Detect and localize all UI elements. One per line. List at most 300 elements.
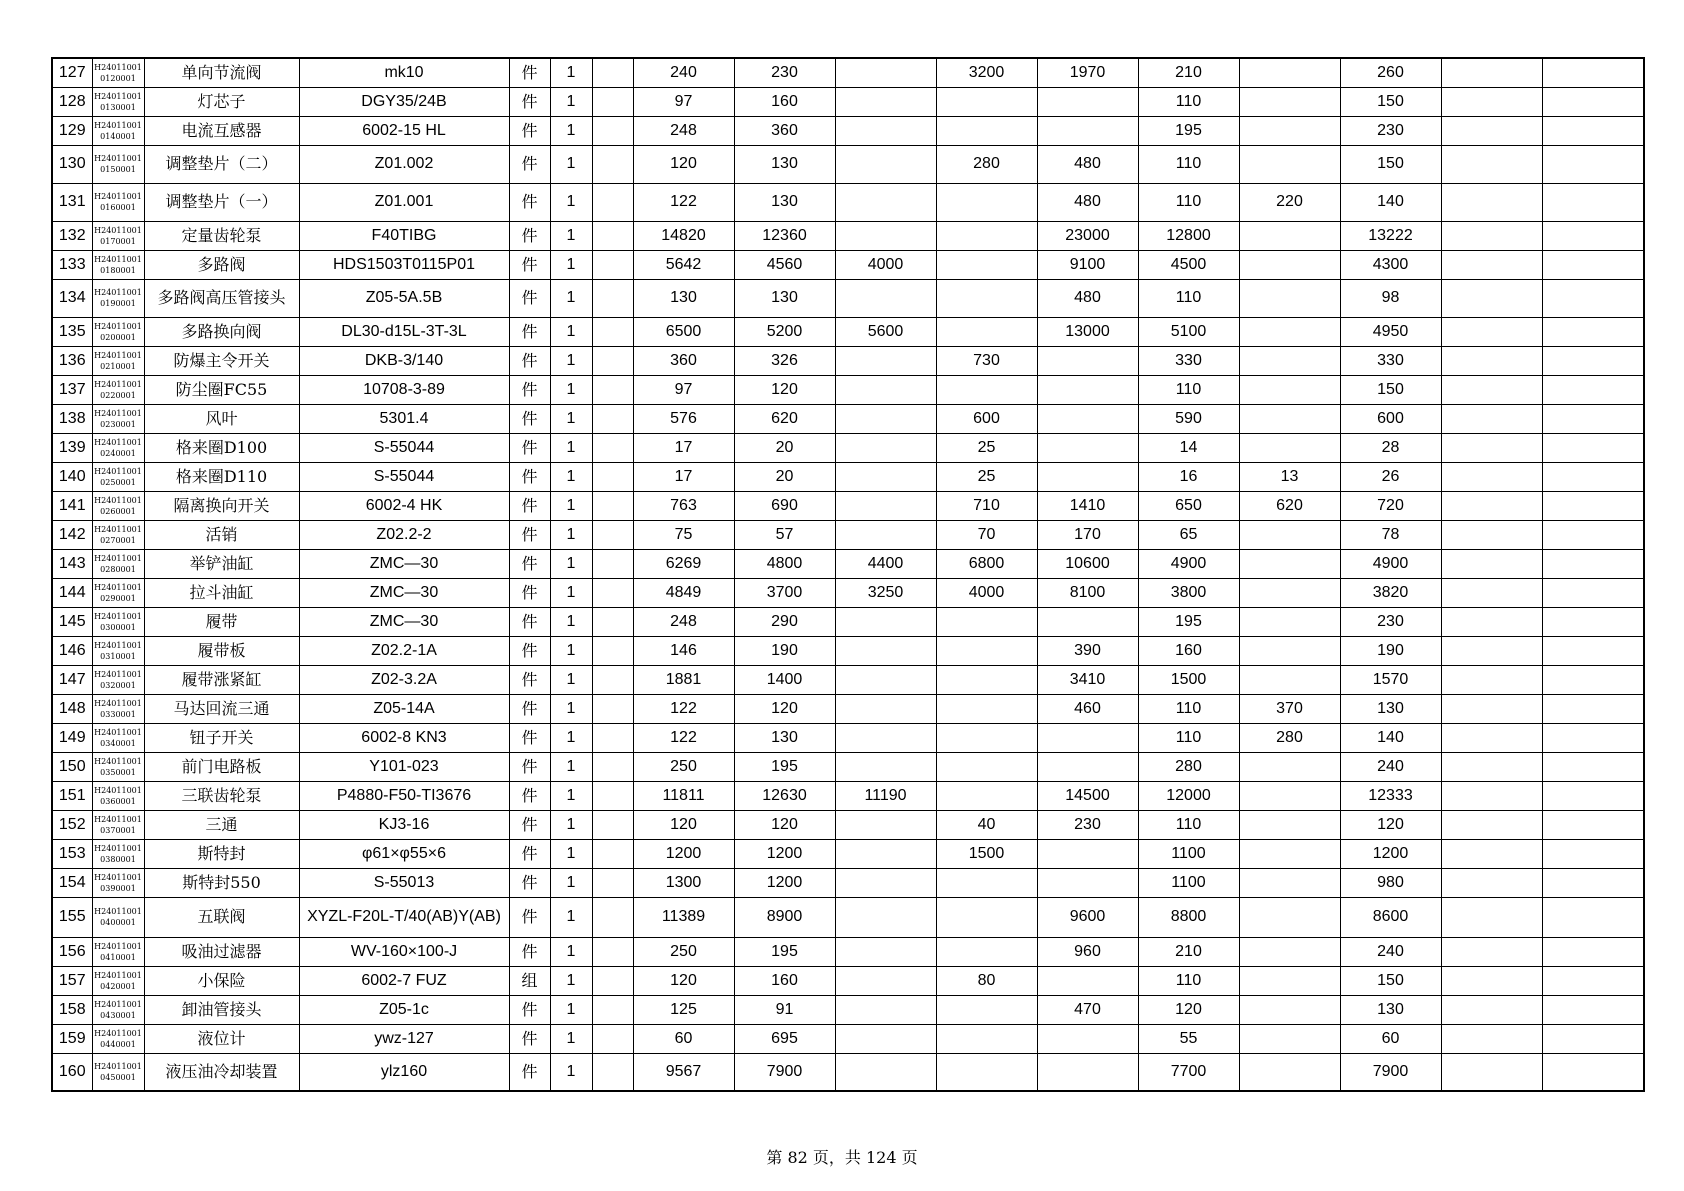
table-row bbox=[52, 145, 1644, 183]
item-name: 拉斗油缸 bbox=[144, 578, 299, 607]
item-model: ZMC—30 bbox=[299, 607, 509, 636]
price-col-8: 150 bbox=[1340, 966, 1441, 995]
price-col-2: 130 bbox=[734, 183, 835, 221]
table-row bbox=[52, 279, 1644, 317]
price-col-6: 3800 bbox=[1138, 578, 1239, 607]
row-number: 157 bbox=[52, 966, 92, 995]
price-col-10 bbox=[1542, 279, 1644, 317]
price-col-7: 220 bbox=[1239, 183, 1340, 221]
price-col-1: 5642 bbox=[633, 250, 734, 279]
col-blank bbox=[592, 995, 633, 1024]
item-code bbox=[92, 221, 144, 250]
price-col-10 bbox=[1542, 839, 1644, 868]
price-col-8: 130 bbox=[1340, 995, 1441, 1024]
item-code-line: 0150001 bbox=[100, 165, 136, 174]
item-code-line: 0120001 bbox=[100, 73, 136, 83]
table-row bbox=[52, 221, 1644, 250]
price-col-8: 120 bbox=[1340, 810, 1441, 839]
item-name: 格来圈D110 bbox=[144, 462, 299, 491]
item-qty: 1 bbox=[550, 221, 592, 250]
item-unit: 件 bbox=[509, 868, 550, 897]
price-col-10 bbox=[1542, 995, 1644, 1024]
item-model: S-55044 bbox=[299, 433, 509, 462]
col-blank bbox=[592, 491, 633, 520]
price-col-2: 290 bbox=[734, 607, 835, 636]
price-col-3 bbox=[835, 404, 936, 433]
price-col-4: 70 bbox=[936, 520, 1037, 549]
price-col-6: 65 bbox=[1138, 520, 1239, 549]
item-name: 调整垫片（二） bbox=[144, 145, 299, 183]
item-unit: 件 bbox=[509, 433, 550, 462]
price-col-2: 130 bbox=[734, 723, 835, 752]
col-blank bbox=[592, 433, 633, 462]
price-col-3 bbox=[835, 221, 936, 250]
price-col-3 bbox=[835, 665, 936, 694]
price-col-1: 250 bbox=[633, 752, 734, 781]
item-name: 多路阀 bbox=[144, 250, 299, 279]
item-qty: 1 bbox=[550, 966, 592, 995]
price-col-9 bbox=[1441, 723, 1542, 752]
price-col-9 bbox=[1441, 549, 1542, 578]
col-blank bbox=[592, 607, 633, 636]
item-code-line: 0130001 bbox=[100, 102, 136, 112]
row-number: 131 bbox=[52, 183, 92, 221]
price-col-7: 370 bbox=[1239, 694, 1340, 723]
item-code-line: H24011001 bbox=[94, 120, 142, 130]
price-col-5 bbox=[1037, 87, 1138, 116]
price-col-4 bbox=[936, 723, 1037, 752]
item-name: 吸油过滤器 bbox=[144, 937, 299, 966]
price-col-1: 120 bbox=[633, 810, 734, 839]
item-code-line: H24011001 bbox=[94, 408, 142, 418]
price-col-7 bbox=[1239, 58, 1340, 87]
price-col-1: 4849 bbox=[633, 578, 734, 607]
table-row bbox=[52, 404, 1644, 433]
item-qty: 1 bbox=[550, 116, 592, 145]
price-col-1: 17 bbox=[633, 433, 734, 462]
item-qty: 1 bbox=[550, 839, 592, 868]
item-code bbox=[92, 116, 144, 145]
price-col-2: 690 bbox=[734, 491, 835, 520]
item-code-line: 0310001 bbox=[100, 651, 136, 661]
item-code-line: 0420001 bbox=[100, 981, 136, 991]
price-col-4: 40 bbox=[936, 810, 1037, 839]
item-model: 6002-8 KN3 bbox=[299, 723, 509, 752]
row-number: 137 bbox=[52, 375, 92, 404]
price-col-3 bbox=[835, 520, 936, 549]
item-unit: 件 bbox=[509, 607, 550, 636]
price-col-10 bbox=[1542, 520, 1644, 549]
item-unit: 件 bbox=[509, 1024, 550, 1053]
item-model: KJ3-16 bbox=[299, 810, 509, 839]
price-col-5 bbox=[1037, 404, 1138, 433]
price-col-5 bbox=[1037, 1024, 1138, 1053]
item-qty: 1 bbox=[550, 636, 592, 665]
item-unit: 件 bbox=[509, 1053, 550, 1091]
price-col-6: 1100 bbox=[1138, 868, 1239, 897]
col-blank bbox=[592, 781, 633, 810]
col-blank bbox=[592, 250, 633, 279]
price-col-9 bbox=[1441, 752, 1542, 781]
row-number: 160 bbox=[52, 1053, 92, 1091]
price-col-6: 110 bbox=[1138, 279, 1239, 317]
price-col-9 bbox=[1441, 520, 1542, 549]
price-col-7 bbox=[1239, 897, 1340, 937]
item-code bbox=[92, 549, 144, 578]
item-model: S-55044 bbox=[299, 462, 509, 491]
price-col-8: 130 bbox=[1340, 694, 1441, 723]
price-col-5 bbox=[1037, 116, 1138, 145]
item-model: ywz-127 bbox=[299, 1024, 509, 1053]
price-col-10 bbox=[1542, 346, 1644, 375]
row-number: 147 bbox=[52, 665, 92, 694]
item-code bbox=[92, 578, 144, 607]
price-col-5: 390 bbox=[1037, 636, 1138, 665]
price-col-3 bbox=[835, 116, 936, 145]
price-col-2: 190 bbox=[734, 636, 835, 665]
price-col-7 bbox=[1239, 1053, 1340, 1091]
price-col-4 bbox=[936, 995, 1037, 1024]
price-col-10 bbox=[1542, 433, 1644, 462]
price-col-2: 230 bbox=[734, 58, 835, 87]
item-code-line: H24011001 bbox=[94, 582, 142, 592]
price-col-7 bbox=[1239, 839, 1340, 868]
price-col-10 bbox=[1542, 966, 1644, 995]
table-row bbox=[52, 995, 1644, 1024]
item-code-line: 0160001 bbox=[100, 203, 136, 212]
price-col-3 bbox=[835, 897, 936, 937]
price-col-6: 12000 bbox=[1138, 781, 1239, 810]
item-model: HDS1503T0115P01 bbox=[299, 250, 509, 279]
price-col-10 bbox=[1542, 375, 1644, 404]
price-col-7 bbox=[1239, 87, 1340, 116]
price-col-1: 6269 bbox=[633, 549, 734, 578]
price-col-4: 80 bbox=[936, 966, 1037, 995]
item-unit: 件 bbox=[509, 694, 550, 723]
price-col-1: 146 bbox=[633, 636, 734, 665]
item-code-line: 0230001 bbox=[100, 419, 136, 429]
price-col-6: 1100 bbox=[1138, 839, 1239, 868]
row-number: 142 bbox=[52, 520, 92, 549]
price-col-5: 23000 bbox=[1037, 221, 1138, 250]
price-col-1: 75 bbox=[633, 520, 734, 549]
item-code bbox=[92, 995, 144, 1024]
item-model: Y101-023 bbox=[299, 752, 509, 781]
price-col-7 bbox=[1239, 250, 1340, 279]
price-col-2: 3700 bbox=[734, 578, 835, 607]
item-qty: 1 bbox=[550, 723, 592, 752]
table-row bbox=[52, 665, 1644, 694]
item-code bbox=[92, 897, 144, 937]
item-code bbox=[92, 87, 144, 116]
price-col-9 bbox=[1441, 607, 1542, 636]
row-number: 146 bbox=[52, 636, 92, 665]
item-qty: 1 bbox=[550, 346, 592, 375]
row-number: 135 bbox=[52, 317, 92, 346]
row-number: 129 bbox=[52, 116, 92, 145]
price-col-8: 600 bbox=[1340, 404, 1441, 433]
price-col-3: 3250 bbox=[835, 578, 936, 607]
price-col-5: 480 bbox=[1037, 183, 1138, 221]
price-col-10 bbox=[1542, 145, 1644, 183]
price-col-9 bbox=[1441, 58, 1542, 87]
item-model: mk10 bbox=[299, 58, 509, 87]
item-model: 5301.4 bbox=[299, 404, 509, 433]
price-col-7 bbox=[1239, 317, 1340, 346]
item-qty: 1 bbox=[550, 375, 592, 404]
price-col-1: 122 bbox=[633, 723, 734, 752]
price-col-7 bbox=[1239, 607, 1340, 636]
item-qty: 1 bbox=[550, 250, 592, 279]
item-code bbox=[92, 433, 144, 462]
item-model: 6002-15 HL bbox=[299, 116, 509, 145]
item-model: DL30-d15L-3T-3L bbox=[299, 317, 509, 346]
item-qty: 1 bbox=[550, 317, 592, 346]
price-col-1: 120 bbox=[633, 966, 734, 995]
price-col-9 bbox=[1441, 279, 1542, 317]
item-unit: 件 bbox=[509, 810, 550, 839]
price-col-4: 25 bbox=[936, 433, 1037, 462]
item-qty: 1 bbox=[550, 183, 592, 221]
item-code bbox=[92, 462, 144, 491]
item-name: 三联齿轮泵 bbox=[144, 781, 299, 810]
price-col-10 bbox=[1542, 694, 1644, 723]
price-col-1: 360 bbox=[633, 346, 734, 375]
col-blank bbox=[592, 462, 633, 491]
price-col-7 bbox=[1239, 279, 1340, 317]
price-col-1: 576 bbox=[633, 404, 734, 433]
price-col-9 bbox=[1441, 462, 1542, 491]
price-col-1: 9567 bbox=[633, 1053, 734, 1091]
price-col-1: 122 bbox=[633, 183, 734, 221]
item-code-line: 0330001 bbox=[100, 709, 136, 719]
price-col-9 bbox=[1441, 694, 1542, 723]
item-code-line: 0320001 bbox=[100, 680, 136, 690]
item-code-line: H24011001 bbox=[94, 524, 142, 534]
item-code-line: H24011001 bbox=[94, 698, 142, 708]
item-code bbox=[92, 1024, 144, 1053]
price-col-6: 330 bbox=[1138, 346, 1239, 375]
item-code bbox=[92, 937, 144, 966]
item-unit: 件 bbox=[509, 145, 550, 183]
item-code-line: H24011001 bbox=[94, 553, 142, 563]
item-code bbox=[92, 250, 144, 279]
item-code-line: H24011001 bbox=[94, 288, 142, 297]
price-col-8: 13222 bbox=[1340, 221, 1441, 250]
col-blank bbox=[592, 694, 633, 723]
item-code-line: H24011001 bbox=[94, 62, 142, 72]
col-blank bbox=[592, 1053, 633, 1091]
price-col-8: 720 bbox=[1340, 491, 1441, 520]
item-code-line: 0170001 bbox=[100, 236, 136, 246]
item-name: 电流互感器 bbox=[144, 116, 299, 145]
price-col-9 bbox=[1441, 433, 1542, 462]
item-unit: 件 bbox=[509, 995, 550, 1024]
price-col-9 bbox=[1441, 317, 1542, 346]
price-col-8: 190 bbox=[1340, 636, 1441, 665]
item-code-line: 0430001 bbox=[100, 1010, 136, 1020]
price-col-10 bbox=[1542, 752, 1644, 781]
item-unit: 件 bbox=[509, 839, 550, 868]
item-code bbox=[92, 279, 144, 317]
price-col-5 bbox=[1037, 375, 1138, 404]
item-code-line: H24011001 bbox=[94, 872, 142, 882]
price-col-2: 120 bbox=[734, 810, 835, 839]
row-number: 153 bbox=[52, 839, 92, 868]
price-col-8: 230 bbox=[1340, 116, 1441, 145]
price-col-7 bbox=[1239, 346, 1340, 375]
item-unit: 件 bbox=[509, 221, 550, 250]
price-col-5: 14500 bbox=[1037, 781, 1138, 810]
price-col-10 bbox=[1542, 723, 1644, 752]
price-col-6: 12800 bbox=[1138, 221, 1239, 250]
page-footer: 第 82 页，共 124 页 bbox=[766, 1148, 918, 1167]
col-blank bbox=[592, 404, 633, 433]
item-code-line: 0250001 bbox=[100, 477, 136, 487]
price-col-2: 1200 bbox=[734, 839, 835, 868]
col-blank bbox=[592, 937, 633, 966]
price-col-9 bbox=[1441, 810, 1542, 839]
price-col-10 bbox=[1542, 58, 1644, 87]
table-row bbox=[52, 694, 1644, 723]
item-qty: 1 bbox=[550, 995, 592, 1024]
row-number: 144 bbox=[52, 578, 92, 607]
price-col-6: 195 bbox=[1138, 607, 1239, 636]
price-col-3 bbox=[835, 346, 936, 375]
item-name: 格来圈D100 bbox=[144, 433, 299, 462]
price-col-2: 12630 bbox=[734, 781, 835, 810]
price-col-8: 98 bbox=[1340, 279, 1441, 317]
price-col-7 bbox=[1239, 145, 1340, 183]
price-col-9 bbox=[1441, 145, 1542, 183]
price-col-4 bbox=[936, 781, 1037, 810]
item-code-line: H24011001 bbox=[94, 321, 142, 331]
price-col-3 bbox=[835, 145, 936, 183]
item-code-line: 0260001 bbox=[100, 506, 136, 516]
item-code-line: H24011001 bbox=[94, 254, 142, 264]
item-code-line: H24011001 bbox=[94, 907, 142, 916]
price-col-3 bbox=[835, 375, 936, 404]
item-code bbox=[92, 694, 144, 723]
row-number: 149 bbox=[52, 723, 92, 752]
item-model: Z05-1c bbox=[299, 995, 509, 1024]
row-number: 150 bbox=[52, 752, 92, 781]
row-number: 159 bbox=[52, 1024, 92, 1053]
price-col-9 bbox=[1441, 868, 1542, 897]
price-col-5: 480 bbox=[1037, 279, 1138, 317]
item-model: 6002-7 FUZ bbox=[299, 966, 509, 995]
price-col-9 bbox=[1441, 375, 1542, 404]
price-col-5 bbox=[1037, 1053, 1138, 1091]
price-col-4 bbox=[936, 694, 1037, 723]
item-code-line: 0290001 bbox=[100, 593, 136, 603]
item-unit: 组 bbox=[509, 966, 550, 995]
price-col-7 bbox=[1239, 221, 1340, 250]
item-qty: 1 bbox=[550, 868, 592, 897]
price-col-7 bbox=[1239, 116, 1340, 145]
item-unit: 件 bbox=[509, 462, 550, 491]
item-model: DGY35/24B bbox=[299, 87, 509, 116]
item-name: 马达回流三通 bbox=[144, 694, 299, 723]
price-col-5: 230 bbox=[1037, 810, 1138, 839]
price-col-1: 97 bbox=[633, 375, 734, 404]
item-code-line: H24011001 bbox=[94, 91, 142, 101]
item-unit: 件 bbox=[509, 723, 550, 752]
table-row bbox=[52, 868, 1644, 897]
item-model: φ61×φ55×6 bbox=[299, 839, 509, 868]
item-model: ZMC—30 bbox=[299, 578, 509, 607]
price-col-9 bbox=[1441, 116, 1542, 145]
price-col-5: 9600 bbox=[1037, 897, 1138, 937]
price-col-6: 110 bbox=[1138, 145, 1239, 183]
row-number: 151 bbox=[52, 781, 92, 810]
item-name: 隔离换向开关 bbox=[144, 491, 299, 520]
item-model: ylz160 bbox=[299, 1053, 509, 1091]
price-col-10 bbox=[1542, 868, 1644, 897]
item-name: 钮子开关 bbox=[144, 723, 299, 752]
table-row bbox=[52, 433, 1644, 462]
price-col-7 bbox=[1239, 404, 1340, 433]
price-col-6: 110 bbox=[1138, 375, 1239, 404]
price-col-2: 160 bbox=[734, 966, 835, 995]
item-code bbox=[92, 145, 144, 183]
table-row bbox=[52, 250, 1644, 279]
item-unit: 件 bbox=[509, 752, 550, 781]
price-col-6: 14 bbox=[1138, 433, 1239, 462]
item-qty: 1 bbox=[550, 462, 592, 491]
row-number: 143 bbox=[52, 549, 92, 578]
price-col-10 bbox=[1542, 462, 1644, 491]
item-unit: 件 bbox=[509, 58, 550, 87]
item-code bbox=[92, 404, 144, 433]
table-row bbox=[52, 346, 1644, 375]
col-blank bbox=[592, 549, 633, 578]
price-col-4 bbox=[936, 665, 1037, 694]
price-table bbox=[51, 57, 1645, 1092]
item-model: Z01.002 bbox=[299, 145, 509, 183]
price-col-5 bbox=[1037, 607, 1138, 636]
item-code bbox=[92, 781, 144, 810]
price-col-2: 160 bbox=[734, 87, 835, 116]
price-col-6: 5100 bbox=[1138, 317, 1239, 346]
col-blank bbox=[592, 578, 633, 607]
item-name: 前门电路板 bbox=[144, 752, 299, 781]
price-col-9 bbox=[1441, 87, 1542, 116]
price-col-10 bbox=[1542, 221, 1644, 250]
item-code-line: H24011001 bbox=[94, 814, 142, 824]
item-model: Z05-14A bbox=[299, 694, 509, 723]
item-qty: 1 bbox=[550, 279, 592, 317]
item-code-line: 0370001 bbox=[100, 825, 136, 835]
price-col-3 bbox=[835, 58, 936, 87]
price-col-4: 1500 bbox=[936, 839, 1037, 868]
price-col-4: 25 bbox=[936, 462, 1037, 491]
item-code-line: H24011001 bbox=[94, 669, 142, 679]
row-number: 132 bbox=[52, 221, 92, 250]
price-col-2: 57 bbox=[734, 520, 835, 549]
item-unit: 件 bbox=[509, 116, 550, 145]
col-blank bbox=[592, 221, 633, 250]
price-col-7 bbox=[1239, 375, 1340, 404]
row-number: 145 bbox=[52, 607, 92, 636]
price-col-6: 4900 bbox=[1138, 549, 1239, 578]
price-col-4: 4000 bbox=[936, 578, 1037, 607]
price-col-5 bbox=[1037, 462, 1138, 491]
price-col-8: 1570 bbox=[1340, 665, 1441, 694]
item-name: 斯特封550 bbox=[144, 868, 299, 897]
item-qty: 1 bbox=[550, 665, 592, 694]
table-row bbox=[52, 58, 1644, 87]
